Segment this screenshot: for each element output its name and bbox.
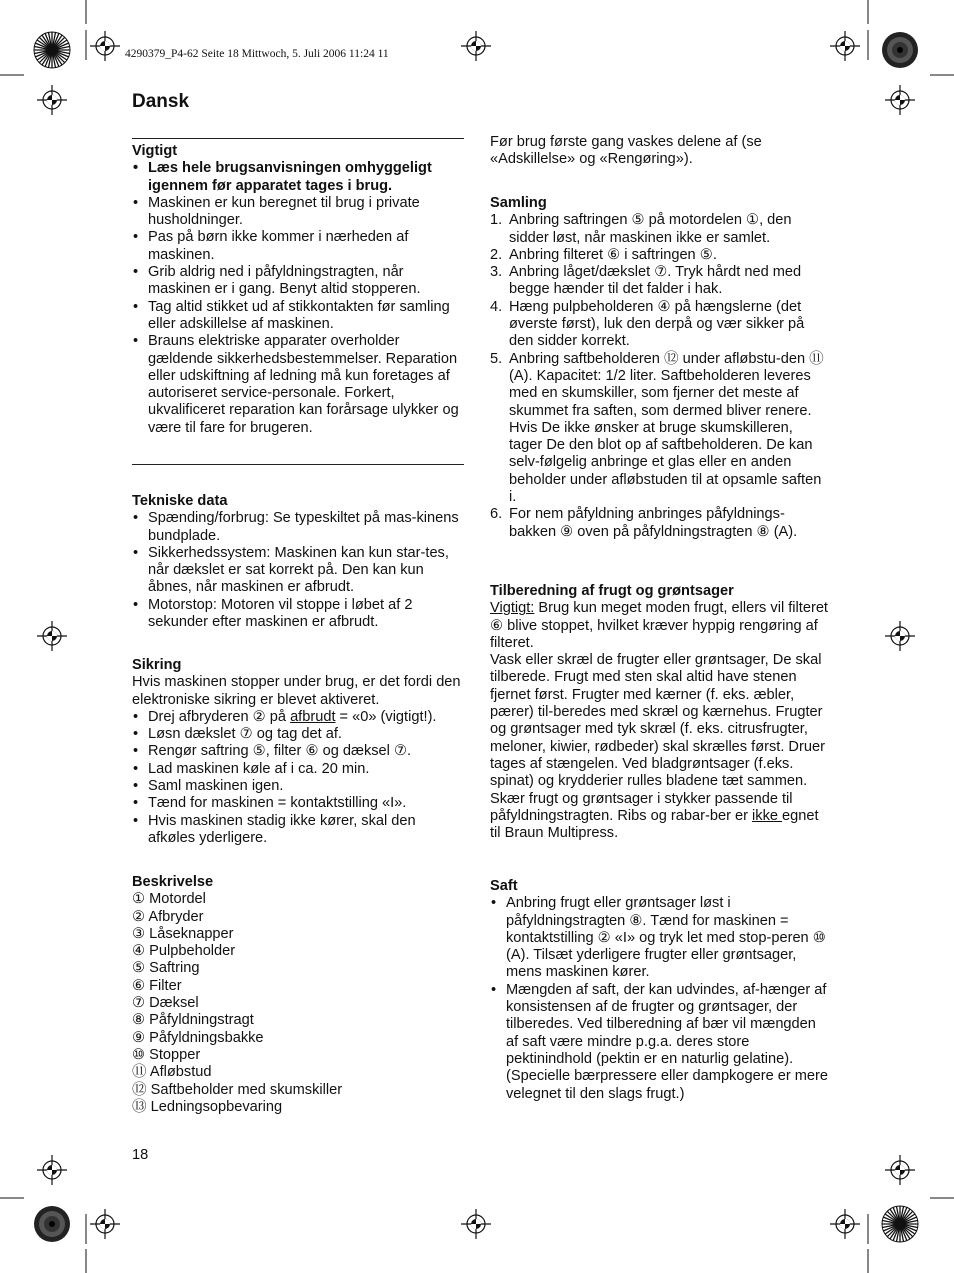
list-item: ⑧ Påfyldningstragt <box>132 1012 254 1029</box>
step-number: 6. <box>490 506 503 523</box>
list-item <box>132 709 466 726</box>
right-intro <box>490 134 830 169</box>
step-text: Anbring saftbeholderen ⑫ under afløbstu-den ⑪ (A). Kapacitet: 1/2 liter. Saftbeholderen leveres med en skumskiller, som fjerner det meste af skummet fra saften, som dermed bliver renere. Hvis De ikke ønsker at bruge skumskilleren, tager De den blot op af saftbeholderen. De kan selv-følgelig anbringe et glas eller en anden beholder under afløbstuden til at opsamle saften i. <box>509 350 824 506</box>
list-item: • Rengør saftring ⑤, filter ⑥ og dæksel ⑦. <box>132 743 466 760</box>
tilberedning-warning <box>490 600 830 652</box>
list-item: ⑩ Stopper <box>132 1046 201 1063</box>
step-number: 5. <box>490 350 503 367</box>
saft-list <box>490 895 830 1103</box>
sikring-b1-post: = «0» (vigtigt!). <box>335 708 437 725</box>
list-item: ⑫ Saftbeholder med skumskiller <box>132 1081 343 1098</box>
list-item: • Spænding/forbrug: Se typeskiltet på mas-kinens bundplade. <box>132 510 466 545</box>
section-vigtigt <box>132 143 466 437</box>
ikke-underlined: ikke <box>752 807 783 824</box>
vigtigt-title: Vigtigt <box>132 143 178 159</box>
section-tilberedning <box>490 583 830 842</box>
list-item: ⑤ Saftring <box>132 960 200 977</box>
list-item: ⑪ Afløbstud <box>132 1064 212 1081</box>
step-text: For nem påfyldning anbringes påfyldnings-bakken ⑨ oven på påfyldningstragten ⑧ (A). <box>509 506 798 540</box>
list-item: • Grib aldrig ned i påfyldningstragten, når maskinen er i gang. Benyt altid stopperen. <box>132 264 466 299</box>
step-text: Anbring låget/dækslet ⑦. Tryk hårdt ned med begge hænder til det falder i hak. <box>509 264 802 298</box>
page-number: 18 <box>132 1147 149 1163</box>
print-slug: 4290379_P4-62 Seite 18 Mittwoch, 5. Juli 2006 11:24 11 <box>125 48 389 60</box>
list-item: ⑥ Filter <box>132 977 182 994</box>
vigtigt-label: Vigtigt: <box>490 600 535 617</box>
sikring-b1-pre: Drej afbryderen ② på <box>148 708 291 725</box>
list-item: • Brauns elektriske apparater overholder gældende sikkerhedsbestemmelser. Reparation eller udskiftning af ledning må kun foretages af autoriseret service-personale. Forkert, ukvalificeret reparation kan forårsage ulykker og være til fare for brugeren. <box>132 333 466 437</box>
step-text: Hæng pulpbeholderen ④ på hængslerne (det øverste først), luk den derpå og vær sikker på den sidder korrekt. <box>509 298 805 350</box>
page-heading: Dansk <box>132 91 190 112</box>
list-item: • Hvis maskinen stadig ikke kører, skal den afkøles yderligere. <box>132 813 466 848</box>
parts-list <box>132 891 466 1116</box>
list-item <box>490 264 830 299</box>
beskrivelse-title: Beskrivelse <box>132 874 214 890</box>
list-item: • Læs hele brugsanvisningen omhyggeligt igennem før apparatet tages i brug. <box>132 160 466 195</box>
list-item <box>490 506 830 541</box>
body-text: Vask eller skræl de frugter eller grøntsager, De skal tilberede. Frugt med sten skal altid have stenen fjernet først. Frugter med kærner (f. eks. æbler, pærer) til-beredes med skræl og kærnehus. Frugter og grøntsager med tyk skræl (f. eks. citrusfrugter, meloner, kiwier, rødbeder) skal skrælles først. Druer tages af stængelen. Ved bladgrøntsager (f.eks. spinat) og krydderier rulles bladene tæt sammen. Skær frugt og grøntsager i stykker passende til påfyldningstragten. Ribs og rabar-ber er <box>490 652 825 824</box>
list-item: • Saml maskinen igen. <box>132 778 466 795</box>
step-number: 2. <box>490 246 503 263</box>
tilberedning-title: Tilberedning af frugt og grøntsager <box>490 583 734 599</box>
list-item <box>490 247 830 264</box>
step-number: 3. <box>490 264 503 281</box>
samling-title: Samling <box>490 195 547 211</box>
list-item: ⑬ Ledningsopbevaring <box>132 1098 283 1115</box>
list-item: ③ Låseknapper <box>132 925 234 942</box>
sikring-list <box>132 709 466 847</box>
list-item: ④ Pulpbeholder <box>132 943 236 960</box>
list-item: ② Afbryder <box>132 908 204 925</box>
list-item: • Lad maskinen køle af i ca. 20 min. <box>132 761 466 778</box>
intro-text: Før brug første gang vaskes delene af (se «Adskillelse» og «Rengøring»). <box>490 134 762 168</box>
list-item: • Mængden af saft, der kan udvindes, af-hænger af konsistensen af de frugter og grøntsager, der tilberedes. Ved tilberedning af bær vil mængden af saft være mindre p.g.a. deres store pektinindhold (pektin er en naturlig gelatine). (Specielle bærpressere eller dampkogere er mere velegnet til den slags frugt.) <box>490 982 830 1103</box>
section-tekniske-data <box>132 493 466 631</box>
section-samling <box>490 195 830 541</box>
mid-rule <box>132 464 464 465</box>
list-item: • Pas på børn ikke kommer i nærheden af maskinen. <box>132 229 466 264</box>
step-text: Anbring filteret ⑥ i saftringen ⑤. <box>509 246 717 263</box>
section-sikring <box>132 657 466 847</box>
list-item <box>490 299 830 351</box>
step-number: 4. <box>490 298 503 315</box>
list-item: • Anbring frugt eller grøntsager løst i påfyldningstragten ⑧. Tænd for maskinen = kontaktstilling ② «I» og tryk let med stop-peren ⑩ (A). Tilsæt yderligere frugter eller grøntsager, mens maskinen kører. <box>490 895 830 981</box>
vigtigt-list <box>132 160 466 437</box>
samling-steps <box>490 212 830 541</box>
list-item: ① Motordel <box>132 891 206 908</box>
section-saft <box>490 878 830 1103</box>
list-item: ⑦ Dæksel <box>132 995 199 1012</box>
step-number: 1. <box>490 212 503 229</box>
list-item: • Motorstop: Motoren vil stoppe i løbet af 2 sekunder efter maskinen er afbrudt. <box>132 597 466 632</box>
top-rule <box>132 138 464 139</box>
tekniske-title: Tekniske data <box>132 493 228 509</box>
vigtigt-text: Brug kun meget moden frugt, ellers vil filteret ⑥ blive stoppet, hvilket kræver hyppig rengøring af filteret. <box>490 600 828 651</box>
list-item: • Tag altid stikket ud af stikkontakten før samling eller adskillelse af maskinen. <box>132 299 466 334</box>
list-item: ⑨ Påfyldningsbakke <box>132 1029 264 1046</box>
tilberedning-body <box>490 652 830 842</box>
list-item: • Maskinen er kun beregnet til brug i private husholdninger. <box>132 195 466 230</box>
list-item: • Sikkerhedssystem: Maskinen kan kun star-tes, når dækslet er sat korrekt på. Den kan kun åbnes, når maskinen er afbrudt. <box>132 545 466 597</box>
tail-text: egnet til Braun Multipress. <box>490 807 819 842</box>
sikring-intro: Hvis maskinen stopper under brug, er det fordi den elektroniske sikring er blevet aktiveret. <box>132 674 461 708</box>
step-text: Anbring saftringen ⑤ på motordelen ①, den sidder løst, når maskinen ikke er samlet. <box>509 212 792 246</box>
sikring-title: Sikring <box>132 657 182 673</box>
section-beskrivelse <box>132 874 466 1116</box>
list-item <box>490 212 830 247</box>
saft-title: Saft <box>490 878 518 894</box>
list-item: • Tænd for maskinen = kontaktstilling «I». <box>132 795 466 812</box>
list-item: • Løsn dækslet ⑦ og tag det af. <box>132 726 466 743</box>
list-item <box>490 351 830 507</box>
tekniske-list <box>132 510 466 631</box>
sikring-b1-underlined: afbrudt <box>290 708 336 725</box>
